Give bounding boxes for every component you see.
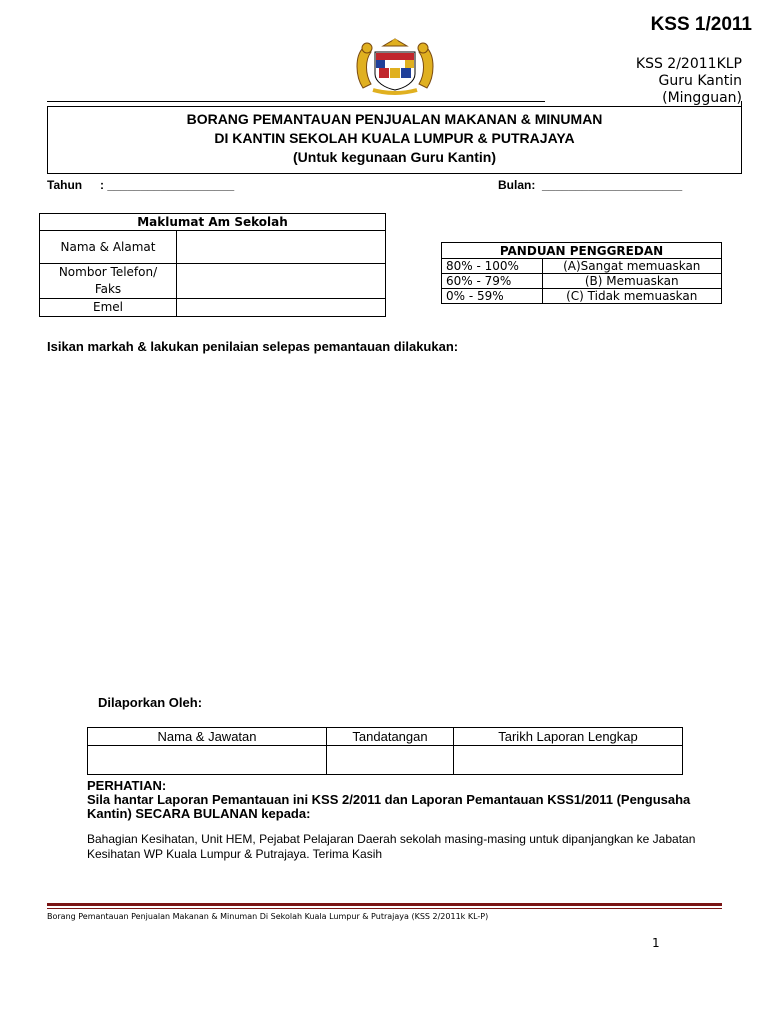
report-col-signature: Tandatangan xyxy=(327,728,454,746)
coat-of-arms-icon xyxy=(349,36,441,98)
year-field[interactable]: : ___________________ xyxy=(100,178,235,192)
form-title-line3: (Untuk kegunaan Guru Kantin) xyxy=(293,149,496,165)
grading-grade: (C) Tidak memuaskan xyxy=(542,289,722,304)
form-frequency: (Mingguan) xyxy=(662,90,742,106)
month-label: Bulan: xyxy=(498,178,536,192)
grading-range: 60% - 79% xyxy=(442,274,543,289)
form-subcode-block xyxy=(636,56,742,107)
school-phone-label: Nombor Telefon/ Faks xyxy=(40,264,177,299)
grading-row xyxy=(442,274,722,289)
form-title-line2: DI KANTIN SEKOLAH KUALA LUMPUR & PUTRAJAYA xyxy=(214,130,575,146)
school-info-heading: Maklumat Am Sekolah xyxy=(40,214,386,231)
form-subcode: KSS 2/2011KLP xyxy=(635,56,742,72)
grading-grade: (A)Sangat memuaskan xyxy=(542,259,722,274)
form-audience: Guru Kantin xyxy=(658,73,742,89)
school-name-input[interactable] xyxy=(177,231,386,264)
reported-by-label: Dilaporkan Oleh: xyxy=(98,695,203,710)
footer-rule-thin xyxy=(47,908,722,909)
school-email-input[interactable] xyxy=(177,299,386,317)
page-number: 1 xyxy=(652,936,660,950)
report-col-date: Tarikh Laporan Lengkap xyxy=(454,728,683,746)
grading-range: 0% - 59% xyxy=(442,289,543,304)
grading-row xyxy=(442,259,722,274)
title-top-rule xyxy=(47,101,545,102)
report-date-input[interactable] xyxy=(454,746,683,775)
school-email-label: Emel xyxy=(40,299,177,317)
notice-instruction: Sila hantar Laporan Pemantauan ini KSS 2/2011 dan Laporan Pemantauan KSS1/2011 (Pengusaha Kantin) SECARA BULANAN kepada: xyxy=(87,792,691,821)
year-label: Tahun xyxy=(47,178,83,192)
grading-range: 80% - 100% xyxy=(442,259,543,274)
month-field[interactable]: _____________________ xyxy=(542,178,683,192)
form-code: KSS 1/2011 xyxy=(650,14,752,35)
school-info-table xyxy=(39,213,386,317)
footer-rule-thick xyxy=(47,903,722,906)
form-title-box xyxy=(47,106,742,174)
notice-body: Bahagian Kesihatan, Unit HEM, Pejabat Pelajaran Daerah sekolah masing-masing untuk dipanjangkan ke Jabatan Kesihatan WP Kuala Lumpur & Putrajaya. Terima Kasih xyxy=(87,832,696,861)
grading-heading: PANDUAN PENGGREDAN xyxy=(442,243,722,259)
school-phone-input[interactable] xyxy=(177,264,386,299)
report-name-input[interactable] xyxy=(88,746,327,775)
instruction-text: Isikan markah & lakukan penilaian selepas pemantauan dilakukan: xyxy=(47,339,459,354)
report-signature-input[interactable] xyxy=(327,746,454,775)
report-col-name: Nama & Jawatan xyxy=(88,728,327,746)
notice-heading: PERHATIAN: xyxy=(87,778,167,793)
form-title-line1: BORANG PEMANTAUAN PENJUALAN MAKANAN & MINUMAN xyxy=(186,111,603,127)
footer-text: Borang Pemantauan Penjualan Makanan & Minuman Di Sekolah Kuala Lumpur & Putrajaya (KSS 2/2011k KL-P) xyxy=(47,912,489,921)
grading-row xyxy=(442,289,722,304)
notice-block xyxy=(87,779,727,821)
report-table xyxy=(87,727,683,775)
school-name-label: Nama & Alamat xyxy=(40,231,177,264)
grading-grade: (B) Memuaskan xyxy=(542,274,722,289)
grading-guide-table xyxy=(441,242,722,304)
